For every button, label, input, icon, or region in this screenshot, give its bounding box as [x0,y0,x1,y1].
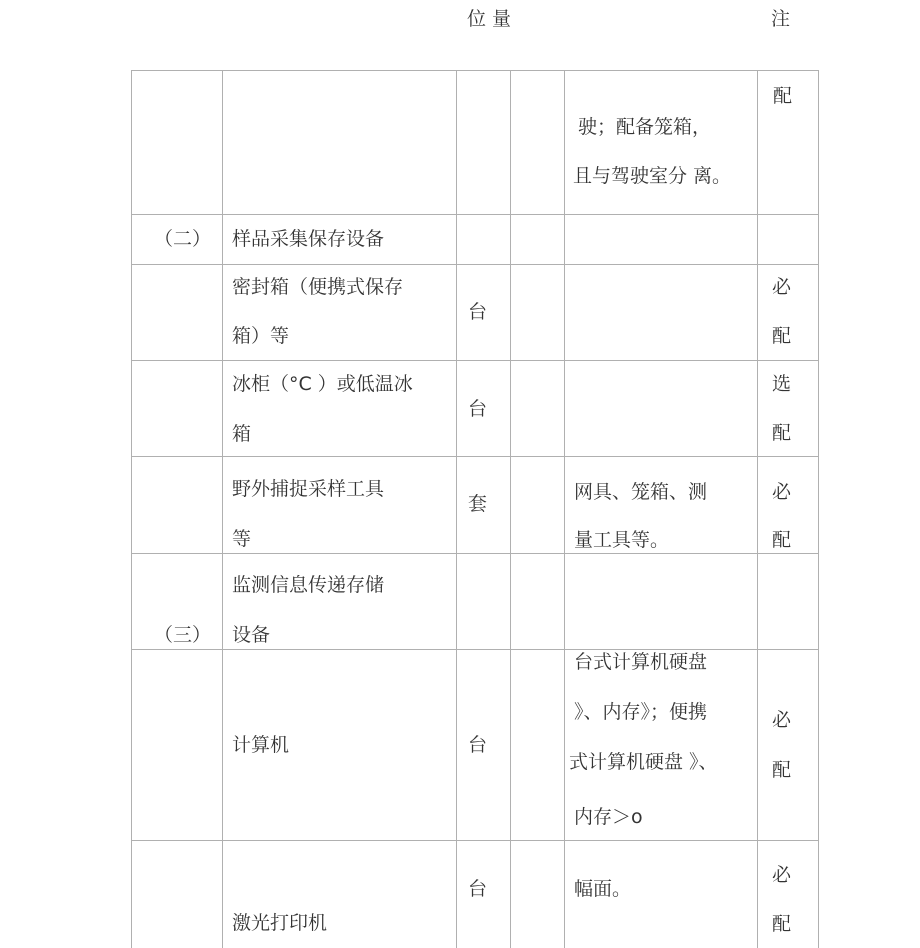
row-border [131,214,819,215]
note-cell: 配 [772,325,792,347]
column-border [222,70,223,948]
section-title: 监测信息传递存储 [232,574,385,596]
column-border [564,70,565,948]
item-name: 冰柜（°C ）或低温冰 [232,373,413,395]
header-unit-qty: 位 量 [467,8,512,30]
item-name: 野外捕捉采样工具 [232,478,385,500]
header-note: 注 [771,8,791,30]
note-cell: 配 [773,85,793,107]
unit-cell: 台 [468,398,488,420]
spec-cell: 网具、笼箱、测 [574,481,708,503]
column-border [456,70,457,948]
section-title: 样品采集保存设备 [232,228,385,250]
spec-cell: 台式计算机硬盘 [574,651,708,673]
spec-cell: 》、内存》；便携 [574,701,708,723]
note-cell: 配 [772,759,792,781]
row-border [131,553,819,554]
column-border [510,70,511,948]
unit-cell: 台 [468,734,488,756]
spec-cell: 内存＞o [574,806,643,828]
note-cell: 配 [772,913,792,935]
section-title: 设备 [232,624,271,646]
note-cell: 必 [772,276,792,298]
column-border [757,70,758,948]
item-name: 计算机 [232,734,290,756]
item-name: 箱 [232,423,252,445]
note-cell: 必 [772,864,792,886]
column-border [818,70,819,948]
note-cell: 必 [772,481,792,503]
note-cell: 配 [772,422,792,444]
note-cell: 配 [772,529,792,551]
spec-cell: 且与驾驶室分 离。 [573,165,732,187]
row-border [131,264,819,265]
unit-cell: 台 [468,301,488,323]
spec-cell: 量工具等。 [574,529,670,551]
spec-cell: 驶；配备笼箱， [578,116,712,138]
row-border [131,840,819,841]
row-border [131,456,819,457]
row-border [131,649,819,650]
section-code: （三） [154,624,212,646]
row-border [131,360,819,361]
column-border [131,70,132,948]
note-cell: 必 [772,709,792,731]
unit-cell: 套 [468,493,488,515]
spec-cell: 式计算机硬盘 》、 [569,751,718,773]
item-name: 密封箱（便携式保存 [232,276,404,298]
row-border [131,70,819,71]
unit-cell: 台 [468,878,488,900]
item-name: 激光打印机 [232,912,328,934]
item-name: 箱）等 [232,325,290,347]
section-code: （二） [154,228,212,250]
spec-cell: 幅面。 [574,878,632,900]
note-cell: 选 [772,373,792,395]
item-name: 等 [232,528,252,550]
